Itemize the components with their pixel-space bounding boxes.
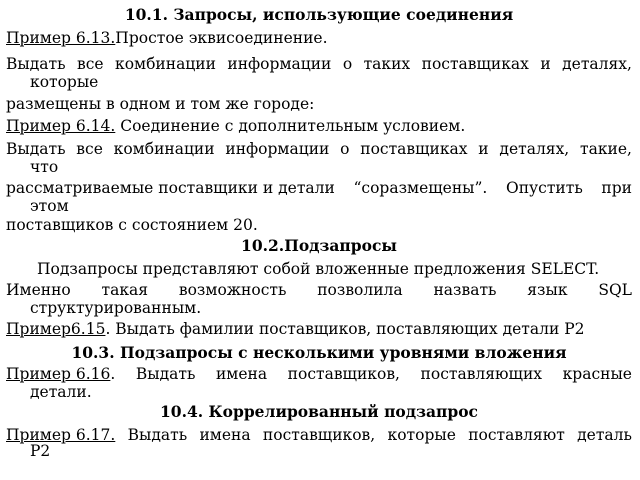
word: язык [527,281,568,299]
word: поставщиков, [287,365,400,383]
paragraph-1-line-2: размещены в одном и том же городе: [6,95,315,113]
paragraph-2-wrap: что [30,158,59,176]
paragraph-1-line-1 [6,55,632,73]
word: Выдать [6,55,66,73]
example-6-13-text: Простое эквисоединение. [115,29,328,47]
example-6-16-wrap: детали. [30,383,92,401]
word: такие, [580,140,632,158]
word: информации [225,140,330,158]
word: Выдать [135,365,196,383]
word: таких [363,55,411,73]
word: деталях, [499,140,570,158]
word: деталях, [562,55,632,73]
word: “соразмещены”. [353,179,488,197]
word: и [540,55,551,73]
word: позволила [317,281,403,299]
word: комбинации [115,55,216,73]
subqueries-intro: Подзапросы представляют собой вложенные предложения SELECT. [37,260,600,278]
word: имена [215,365,268,383]
word: информации [227,55,332,73]
word: красные [562,365,632,383]
section-heading-subqueries: 10.2.Подзапросы [241,236,397,255]
word: деталь [577,426,632,444]
example-6-17-label: Пример 6.17. [6,426,116,444]
example-6-13-label: Пример 6.13. [6,29,116,47]
word: назвать [433,281,497,299]
word: комбинации [113,140,215,158]
paragraph-3-line-1 [6,281,632,299]
example-6-14-text: Соединение с дополнительным условием. [115,117,466,135]
paragraph-2-wrap-2: этом [30,197,69,215]
word: Опустить [506,179,583,197]
word: имена [199,426,251,444]
example-6-16-label: Пример 6.16 [6,365,111,383]
word: Выдать [127,426,188,444]
paragraph-3-wrap: структурированным. [30,299,202,317]
word: возможность [178,281,287,299]
example-6-14 [6,117,632,135]
example-6-17-wrap: Р2 [30,442,51,460]
example-6-14-label: Пример 6.14. [6,117,116,135]
word: поставляющих [420,365,543,383]
example-6-15 [6,320,632,338]
example-6-16-head [6,365,115,383]
word: рассматриваемые поставщики и детали [6,179,335,197]
word: и [478,140,489,158]
example-6-15-label: Пример6.15 [6,320,106,338]
word: Выдать [6,140,66,158]
section-heading-correlated: 10.4. Коррелированный подзапрос [160,402,478,421]
section-heading-nested: 10.3. Подзапросы с несколькими уровнями вложения [71,343,567,362]
word: которые [387,426,456,444]
word: . [110,365,116,383]
word: при [601,179,632,197]
example-6-15-text: . Выдать фамилии поставщиков, поставляющих детали Р2 [105,320,585,338]
word: поставщиков, [262,426,376,444]
word: Именно [6,281,71,299]
section-heading-joins: 10.1. Запросы, использующие соединения [124,5,514,24]
word: о [340,140,350,158]
example-6-13 [6,29,632,47]
word: все [76,55,104,73]
paragraph-2-line-1 [6,140,632,158]
word: поставляют [468,426,565,444]
word: SQL [598,281,632,299]
word: все [76,140,103,158]
word: о [342,55,353,73]
paragraph-1-wrap: которые [30,73,99,91]
word: такая [101,281,149,299]
word: поставщиках [360,140,468,158]
example-6-16 [6,365,632,383]
paragraph-2-line-3: поставщиков с состоянием 20. [6,216,258,234]
word: поставщиках [421,55,529,73]
paragraph-2-line-2 [6,179,632,197]
